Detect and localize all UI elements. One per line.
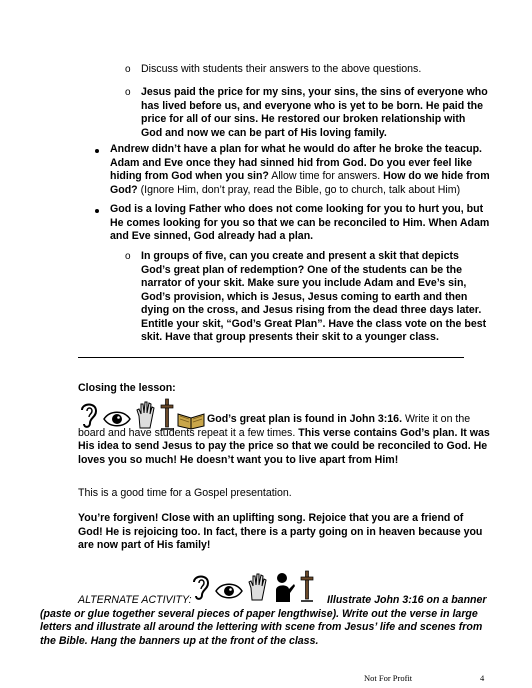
ear-icon	[78, 400, 100, 430]
forgiven-line: God! He is rejoicing too. In fact, there is a party going on in heaven because you	[78, 525, 483, 538]
ear-icon	[190, 572, 212, 602]
bullet-marker	[95, 149, 99, 153]
footer-text: Not For Profit	[364, 673, 413, 683]
jesus-paid-line: Jesus paid the price for my sins, your sins, the sins of everyone who	[141, 86, 488, 98]
alternate-line: Illustrate John 3:16 on a banner	[327, 594, 487, 606]
jesus-paid-line: price for all of our sins. He restored our broken relationship with	[141, 113, 466, 125]
cross-icon	[300, 570, 314, 602]
bold-span: This verse contains God’s plan. It was	[298, 426, 490, 439]
skit-line: skit. Have that group presents their skit to a younger class.	[141, 331, 439, 343]
discuss-text: Discuss with students their answers to the above questions.	[141, 63, 422, 75]
normal-span: Allow time for answers.	[268, 170, 384, 182]
john-line: loves you so much! He doesn’t want you to live apart from Him!	[78, 453, 399, 466]
sub-bullet-marker: o	[125, 87, 131, 98]
skit-line: narrator of your skit. Make sure you include Adam and Eve’s sin,	[141, 277, 467, 289]
sub-bullet-marker: o	[125, 64, 131, 75]
bold-span: God?	[110, 183, 138, 196]
andrew-line: Andrew didn’t have a plan for what he would do after he broke the teacup.	[110, 143, 483, 155]
hand-icon	[246, 572, 270, 602]
hand-icon	[134, 400, 158, 430]
forgiven-line: are now part of His family!	[78, 539, 211, 551]
alternate-icons	[190, 570, 314, 602]
loving-father-line: God is a loving Father who does not come looking for you to hurt you, but	[110, 203, 484, 215]
normal-span: (Ignore Him, don’t pray, read the Bible, go to church, talk about Him)	[137, 183, 461, 196]
sub-bullet-marker: o	[125, 251, 131, 262]
andrew-line: Adam and Eve once they had sinned hid from God. Do you ever feel like	[110, 156, 473, 169]
horizontal-divider	[78, 357, 464, 358]
eye-icon	[214, 580, 244, 602]
bold-span: How do we hide from	[383, 170, 490, 182]
andrew-line	[110, 170, 490, 183]
closing-heading: Closing the lesson:	[78, 382, 176, 394]
alternate-line: letters and illustrate all around the lettering with scene from Jesus’ life and scenes from	[40, 621, 483, 633]
gospel-text: This is a good time for a Gospel presentation.	[78, 487, 292, 499]
skit-line: God’s provision, which is Jesus, Jesus coming to earth and then	[141, 290, 468, 303]
john-line	[78, 427, 490, 440]
loving-father-line: and Eve sinned, God already had a plan.	[110, 230, 314, 242]
john-line: His idea to send Jesus to pay the price so that we could be reconciled to God. He	[78, 440, 488, 452]
page-number: 4	[480, 673, 485, 683]
praying-child-icon	[272, 572, 298, 602]
loving-father-line: He comes looking for you so that we can be reconciled to Him. When Adam	[110, 216, 490, 229]
jesus-paid-line: has lived before us, and everyone who is yet to be born. He paid the	[141, 99, 484, 112]
andrew-line	[110, 184, 460, 197]
alternate-label: ALTERNATE ACTIVITY:	[78, 594, 192, 606]
skit-line: God’s great plan of redemption? One of the students can be the	[141, 263, 462, 276]
bold-span: God’s great plan is found in John 3:16.	[207, 413, 403, 425]
alternate-line: (paste or glue together several pieces of paper lengthwise). Write out the verse in large	[40, 607, 478, 620]
john-line	[207, 413, 470, 426]
cross-icon	[160, 398, 174, 430]
skit-line: dying on the cross, and Jesus rising from the dead three days later.	[141, 304, 482, 316]
skit-line: In groups of five, can you create and present a skit that depicts	[141, 250, 459, 262]
bullet-marker	[95, 209, 99, 213]
bold-span: hiding from God when you sin?	[110, 170, 269, 182]
normal-span: board and have students repeat it a few times.	[78, 426, 299, 439]
normal-span: Write it on the	[402, 413, 471, 425]
alternate-line: the Bible. Hang the banners up at the front of the class.	[40, 634, 319, 647]
forgiven-line: You’re forgiven! Close with an uplifting song. Rejoice that you are a friend of	[78, 512, 464, 524]
jesus-paid-line: God and now we can be part of His loving family.	[141, 126, 387, 139]
skit-line: Entitle your skit, “God’s Great Plan”. Have the class vote on the best	[141, 317, 487, 330]
closing-icons	[78, 398, 206, 430]
